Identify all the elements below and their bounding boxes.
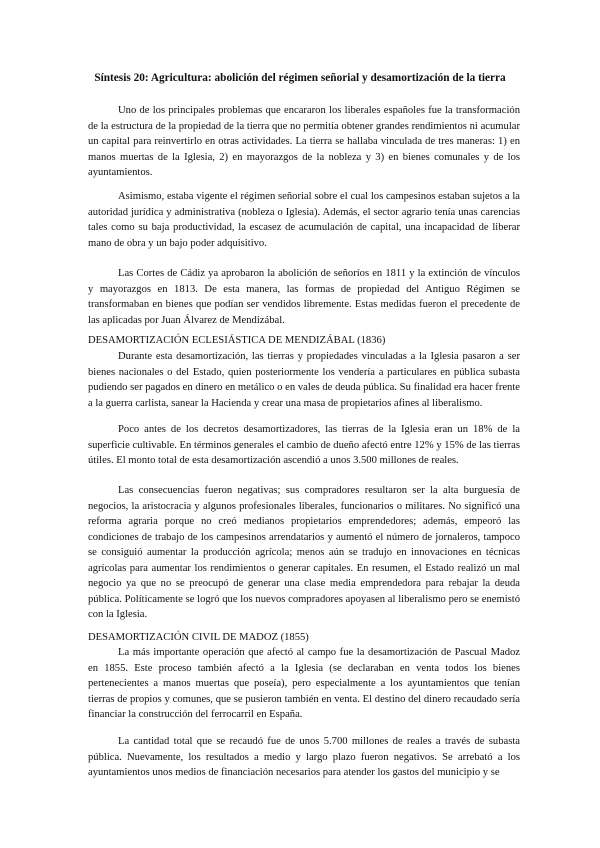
paragraph — [88, 422, 520, 469]
paragraph-text: Durante esta desamortización, las tierras y propiedades vinculadas a la Iglesia pasaron a ser bienes nacionales o del Estado, quien posteriormente los vendería a particulares en pública subasta pudiendo ser pagados en dinero en metálico o en vales de deuda pública. Su finalidad era hacer frente a la guerra carlista, sanear la Hacienda y crear una masa de propietarios afines al liberalismo. — [88, 351, 520, 409]
paragraph — [88, 189, 520, 251]
paragraph-text: Las Cortes de Cádiz ya aprobaron la abolición de señoríos en 1811 y la extinción de vínculos y mayorazgos en 1813. De esta manera, las formas de propiedad del Antiguo Régimen se transformaban en bienes que podían ser vendidos libremente. Estas medidas fueron el precedente de las aplicadas por Juan Álvarez de Mendizábal. — [88, 268, 520, 326]
paragraph-text: Poco antes de los decretos desamortizadores, las tierras de la Iglesia eran un 18% de la superficie cultivable. En términos generales el cambio de dueño afectó entre 12% y 15% de las tierras útiles. El monto total de esta desamortización ascendió a unos 3.500 millones de reales. — [88, 424, 520, 466]
paragraph-text: Las consecuencias fueron negativas; sus compradores resultaron ser la alta burguesía de negocios, la aristocracia y algunos profesionales liberales, funcionarios o militares. No significó una reforma agraria porque no creó medianos propietarios emprendedores; además, empeoró las condiciones de trabajo de los campesinos arrendatarios y aumentó el número de jornaleros, tampoco se consiguió aumentar la producción agrícola; menos aún se tradujo en innovaciones en técnicas agrícolas para aumentar los rendimientos o generar capitales. En resumen, el Estado realizó un mal negocio ya que no se preocupó de generar una clase media emprendedora para rebajar la deuda pública. Políticamente se logró que los nuevos compradores apoyasen al liberalismo pero se enemistó con la Iglesia. — [88, 485, 520, 620]
paragraph-text: La cantidad total que se recaudó fue de unos 5.700 millones de reales a través de subasta pública. Nuevamente, los resultados a medio y largo plazo fueron negativos. Se arrebató a los ayuntamientos unos medios de financiación necesarios para atender los gastos del municipio y se — [88, 736, 520, 778]
paragraph — [88, 483, 520, 623]
paragraph — [88, 349, 520, 411]
paragraph — [88, 103, 520, 181]
section-heading: DESAMORTIZACIÓN CIVIL DE MADOZ (1855) — [88, 632, 309, 643]
document-title: Síntesis 20: Agricultura: abolición del régimen señorial y desamortización de la tierra — [94, 72, 506, 84]
paragraph-text: La más importante operación que afectó al campo fue la desamortización de Pascual Madoz en 1855. Este proceso también afectó a la Iglesia (se declaraban en venta todos los bienes pertenecientes a manos muertas que poseía), pero especialmente a los ayuntamientos que tenían tierras de propios y comunes, que se pusieron también en venta. El destino del dinero recaudado sería financiar la construcción del ferrocarril en España. — [88, 647, 520, 720]
section-heading: DESAMORTIZACIÓN ECLESIÁSTICA DE MENDIZÁBAL (1836) — [88, 335, 386, 346]
paragraph — [88, 734, 520, 781]
paragraph-text: Asimismo, estaba vigente el régimen señorial sobre el cual los campesinos estaban sujetos a la autoridad jurídica y administrativa (nobleza o Iglesia). Además, el sector agrario tenía unas carencias tales como su baja productividad, la escasez de acumulación de capital, una incapacidad de liberar mano de obra y un bajo poder adquisitivo. — [88, 191, 520, 249]
paragraph — [88, 645, 520, 723]
paragraph-text: Uno de los principales problemas que encararon los liberales españoles fue la transformación de la estructura de la propiedad de la tierra que no permitía obtener grandes rendimientos ni acumular un capital para reinvertirlo en otras actividades. La tierra se hallaba vinculada de tres maneras: 1) en manos muertas de la Iglesia, 2) en mayorazgos de la nobleza y 3) en bienes comunales y de los ayuntamientos. — [88, 105, 520, 178]
paragraph — [88, 266, 520, 328]
